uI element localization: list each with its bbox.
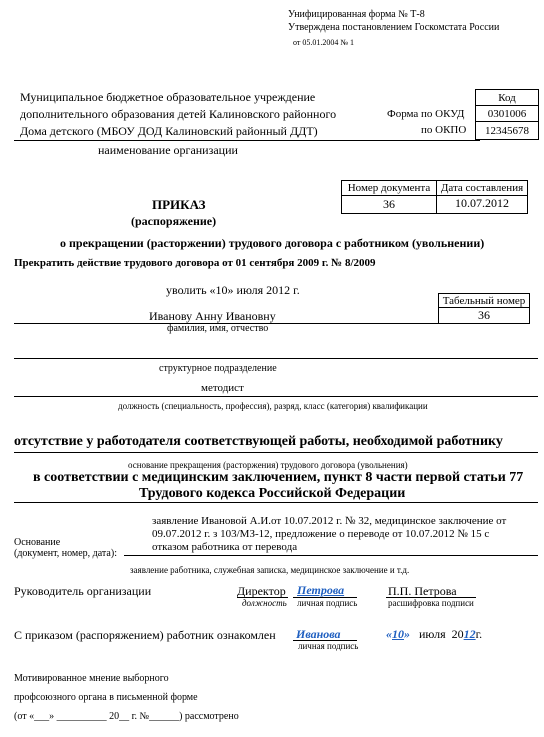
- basis-caption: заявление работника, служебная записка, медицинское заключение и т.д.: [130, 565, 410, 575]
- acquaint-day: 10: [392, 627, 404, 641]
- org-underline: [14, 140, 480, 141]
- reason-caption: основание прекращения (расторжения) трудового договора (увольнения): [128, 460, 408, 470]
- order-subtitle: (распоряжение): [131, 214, 217, 228]
- doc-date-value: 10.07.2012: [455, 196, 509, 210]
- doc-number-header-cell: [341, 180, 437, 196]
- tab-number-header: Табельный номер: [442, 294, 526, 307]
- order-title: ПРИКАЗ: [152, 197, 206, 212]
- okud-value: 0301006: [487, 107, 527, 120]
- acquaint-signature: Иванова: [296, 627, 341, 641]
- head-label: Руководитель организации: [14, 584, 152, 598]
- position-caption: должность (специальность, профессия), разряд, класс (категория) квалификации: [118, 401, 428, 411]
- okpo-cell: [475, 121, 539, 140]
- basis-label-line2: (документ, номер, дата):: [14, 548, 117, 559]
- position-underline: [14, 396, 538, 397]
- department-underline: [14, 358, 538, 359]
- tab-number-header-cell: [438, 293, 530, 308]
- head-decode-value: П.П. Петрова: [388, 584, 457, 598]
- acquaint-signature-caption: личная подпись: [298, 641, 359, 651]
- org-name-line1: Муниципальное бюджетное образовательное учреждение: [20, 90, 316, 104]
- reason-underline: [14, 452, 538, 453]
- position-value: методист: [201, 382, 244, 394]
- org-name-line3: Дома детского (МБОУ ДОД Калиновский районный ДДТ): [20, 124, 318, 138]
- form-unified-label: Унифицированная форма № Т-8: [288, 9, 425, 20]
- basis-label-line1: Основание: [14, 537, 61, 548]
- acquaint-day-close: »: [404, 627, 410, 641]
- basis-text-line3: отказом работника от перевода: [152, 541, 298, 553]
- doc-number-cell: [341, 195, 437, 214]
- doc-date-header: Дата составления: [440, 182, 524, 194]
- union-line1: Мотивированное мнение выборного: [14, 673, 169, 684]
- law-underline: [14, 502, 538, 503]
- doc-date-cell: [436, 195, 528, 214]
- law-reference-line2: Трудового кодекса Российской Федерации: [139, 486, 406, 501]
- acquaint-date: [386, 627, 482, 642]
- form-approved-label: Утверждена постановлением Госкомстата России: [288, 22, 500, 33]
- doc-number-value: 36: [383, 197, 395, 211]
- head-position-value: Директор: [237, 584, 286, 598]
- acquaint-year-suffix: г.: [475, 627, 483, 641]
- doc-date-header-cell: [436, 180, 528, 196]
- department-caption: структурное подразделение: [159, 363, 277, 374]
- acquaint-month: июля: [419, 627, 446, 641]
- acquaint-year-prefix: 20: [451, 627, 464, 641]
- head-position-caption: должность: [242, 598, 287, 608]
- union-line3: (от «___» __________ 20__ г. №______) рассмотрено: [14, 711, 239, 722]
- basis-text-line1: заявление Ивановой А.И.от 10.07.2012 г. № 32, медицинское заключение от: [152, 515, 507, 527]
- doc-number-header: Номер документа: [347, 182, 431, 194]
- employee-name: Иванову Анну Ивановну: [149, 309, 276, 323]
- order-dismiss-date: уволить «10» июля 2012 г.: [166, 283, 300, 297]
- okpo-value: 12345678: [485, 124, 529, 137]
- head-signature: Петрова: [297, 583, 345, 597]
- dismissal-reason: отсутствие у работодателя соответствующей работы, необходимой работнику: [14, 434, 503, 449]
- head-signature-caption: личная подпись: [297, 598, 358, 608]
- okpo-label: по ОКПО: [421, 124, 467, 136]
- order-about: о прекращении (расторжении) трудового договора с работником (увольнении): [60, 236, 485, 250]
- basis-underline: [124, 555, 538, 556]
- acquaint-year: 12: [463, 627, 476, 641]
- code-header: Код: [498, 91, 516, 104]
- tab-number-cell: [438, 307, 530, 324]
- head-decode-caption: расшифровка подписи: [388, 598, 474, 608]
- org-caption: наименование организации: [98, 143, 238, 157]
- employee-name-caption: фамилия, имя, отчество: [167, 323, 269, 334]
- order-terminate: Прекратить действие трудового договора от 01 сентября 2009 г. № 8/2009: [14, 257, 376, 269]
- acquaint-label: С приказом (распоряжением) работник ознакомлен: [14, 628, 276, 642]
- tab-number-value: 36: [478, 308, 490, 322]
- form-decree-label: от 05.01.2004 № 1: [293, 38, 355, 47]
- union-line2: профсоюзного органа в письменной форме: [14, 692, 198, 703]
- org-name-line2: дополнительного образования детей Калиновского районного: [20, 107, 337, 121]
- okud-cell: [475, 105, 539, 122]
- code-header-cell: [475, 89, 539, 106]
- basis-text-line2: 09.07.2012 г. з 103/МЗ-12, предложение о переводе от 10.07.2012 № 15 с: [152, 528, 490, 540]
- okud-label: Форма по ОКУД: [387, 108, 465, 120]
- law-reference-line1: в соответствии с медицинским заключением, пункт 8 части первой статьи 77: [33, 470, 524, 485]
- acquaint-day-open: «: [386, 627, 392, 641]
